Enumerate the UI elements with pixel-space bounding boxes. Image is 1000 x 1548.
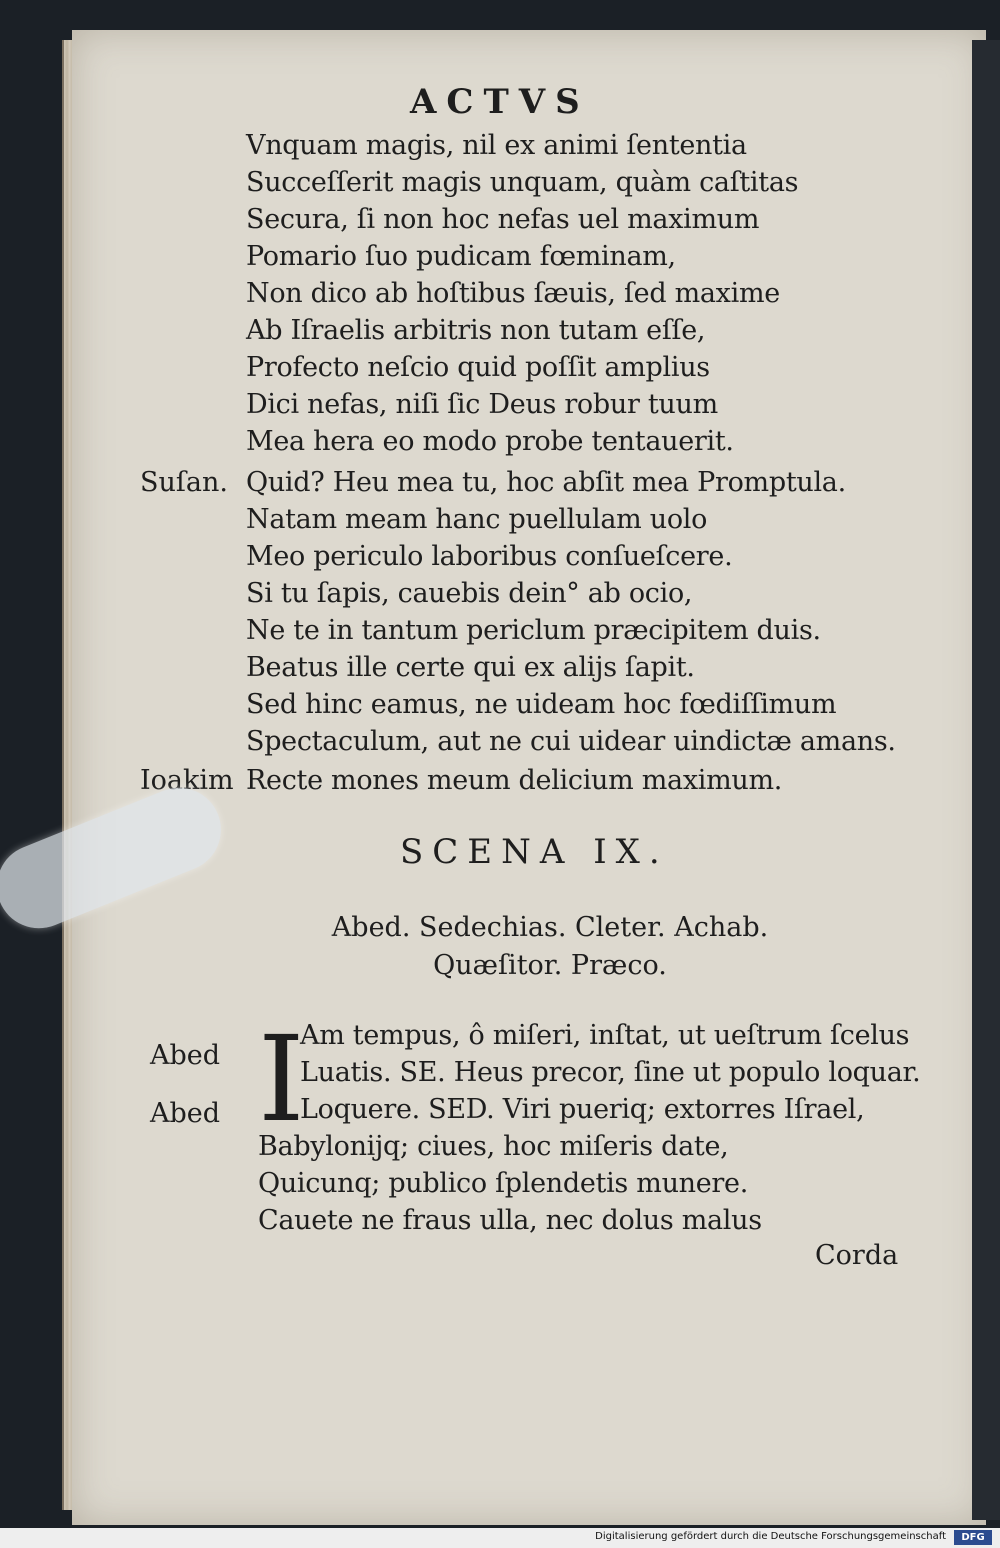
- verse-line: Succeſſerit magis unquam, quàm caſtitas: [246, 167, 799, 198]
- footer-credit: Digitalisierung gefördert durch die Deutsche Forschungsgemeinschaft: [595, 1531, 946, 1542]
- verse-line: Pomario ſuo pudicam fœminam,: [246, 241, 676, 272]
- verse-line: Cauete ne fraus ulla, nec dolus malus: [258, 1205, 762, 1236]
- verse-line: Babylonijq; ciues, hoc miſeris date,: [258, 1131, 729, 1162]
- verse-line: Mea hera eo modo probe tentauerit.: [246, 426, 734, 457]
- speaker-label: Abed: [150, 1040, 221, 1071]
- catchword: Corda: [815, 1240, 899, 1271]
- verse-line: Natam meam hanc puellulam uolo: [246, 504, 708, 535]
- verse-line: Si tu ſapis, cauebis dein° ab ocio,: [246, 578, 693, 609]
- verse-line: Ab Iſraelis arbitris non tutam eſſe,: [246, 315, 706, 346]
- verse-line: Recte mones meum delicium maximum.: [246, 765, 783, 796]
- verse-line: Loquere. SED. Viri pueriq; extorres Iſrael,: [300, 1094, 865, 1125]
- verse-line: Beatus ille certe qui ex alijs ſapit.: [246, 652, 695, 683]
- dfg-logo-icon: DFG: [954, 1530, 992, 1545]
- verse-line: Ne te in tantum periclum præcipitem duis.: [246, 615, 821, 646]
- verse-line: Quicunq; publico ſplendetis munere.: [258, 1168, 749, 1199]
- verse-line: Am tempus, ô miſeri, inſtat, ut ueſtrum ſcelus: [300, 1020, 910, 1051]
- verse-line: Sed hinc eamus, ne uideam hoc fœdiſſimum: [246, 689, 837, 720]
- verse-line: Vnquam magis, nil ex animi ſententia: [246, 130, 747, 161]
- speaker-label: Ioakim: [140, 765, 234, 796]
- running-head: ACTVS: [410, 82, 590, 122]
- verse-line: Dici nefas, niſi ſic Deus robur tuum: [246, 389, 718, 420]
- verse-line: Meo periculo laboribus conſueſcere.: [246, 541, 733, 572]
- verse-line: Profecto neſcio quid poſſit amplius: [246, 352, 710, 383]
- verse-line: Spectaculum, aut ne cui uidear uindictæ amans.: [246, 726, 896, 757]
- verse-line: Non dico ab hoſtibus ſæuis, ſed maxime: [246, 278, 780, 309]
- scene-title: SCENA IX.: [400, 832, 669, 872]
- verse-line: Quid? Heu mea tu, hoc abſit mea Promptula.: [246, 467, 846, 498]
- verse-line: Luatis. SE. Heus precor, ſine ut populo loquar.: [300, 1057, 921, 1088]
- page-shadow: [972, 40, 1000, 1520]
- drop-cap: I: [258, 1010, 305, 1148]
- cast-list: Abed. Sedechias. Cleter. Achab.: [331, 912, 769, 943]
- speaker-label: Abed: [150, 1098, 221, 1129]
- verse-line: Secura, ſi non hoc nefas uel maximum: [246, 204, 760, 235]
- cast-list: Quæſitor. Præco.: [433, 950, 667, 981]
- speaker-label: Suſan.: [140, 467, 228, 498]
